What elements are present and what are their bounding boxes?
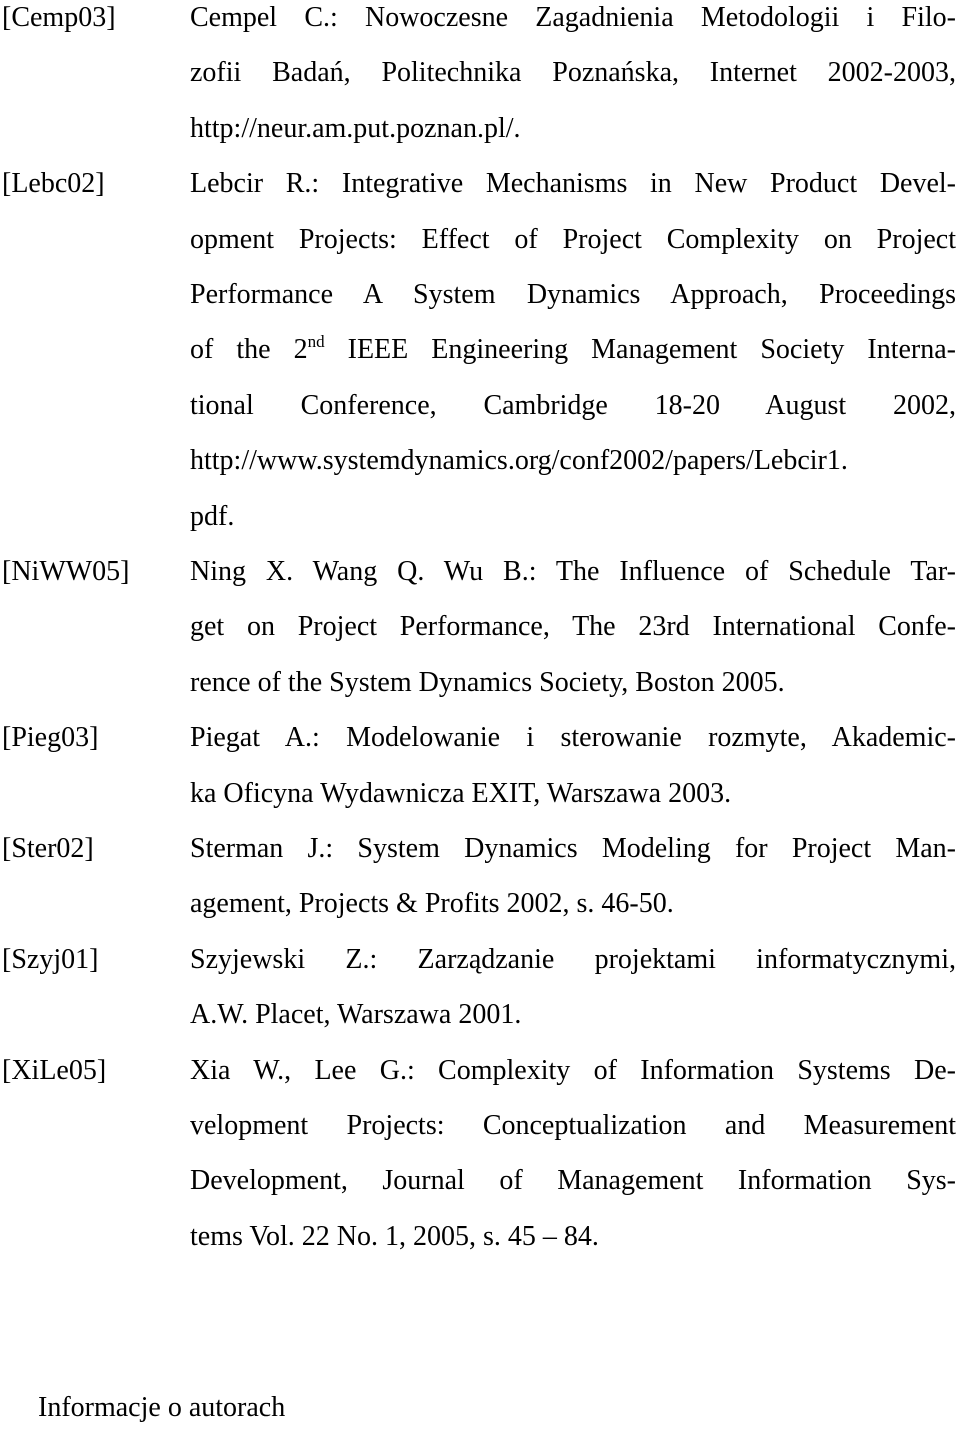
reference-key: [Cemp03]	[2, 2, 116, 33]
reference-line	[190, 322, 956, 377]
reference-text: IEEE Engineering Management Society Interna-	[324, 334, 956, 366]
reference-line: ka Oficyna Wydawnicza EXIT, Warszawa 2003.	[190, 777, 732, 809]
reference-line: get on Project Performance, The 23rd International Confe-	[190, 611, 956, 643]
reference-line: Xia W., Lee G.: Complexity of Information Systems De-	[190, 1054, 956, 1086]
reference-key: [NiWW05]	[2, 556, 130, 587]
reference-line: tional Conference, Cambridge 18-20 August 2002,	[190, 389, 956, 421]
reference-line: Sterman J.: System Dynamics Modeling for Project Man-	[190, 833, 956, 864]
reference-key: [Pieg03]	[2, 722, 99, 754]
reference-line: http://neur.am.put.poznan.pl/.	[190, 112, 521, 144]
reference-line: velopment Projects: Conceptualization and Measurement	[190, 1109, 956, 1141]
reference-line: rence of the System Dynamics Society, Boston 2005.	[190, 666, 785, 698]
reference-line: Piegat A.: Modelowanie i sterowanie rozmyte, Akademic-	[190, 722, 956, 754]
section-heading-authors: Informacje o autorach	[38, 1392, 286, 1423]
reference-key: [Ster02]	[2, 833, 94, 864]
reference-line: opment Projects: Effect of Project Complexity on Project	[190, 223, 956, 255]
reference-key: [XiLe05]	[2, 1054, 107, 1086]
reference-line: Development, Journal of Management Information Sys-	[190, 1165, 956, 1197]
reference-line: tems Vol. 22 No. 1, 2005, s. 45 – 84.	[190, 1220, 599, 1252]
reference-line: Cempel C.: Nowoczesne Zagadnienia Metodologii i Filo-	[190, 2, 956, 33]
reference-line: Szyjewski Z.: Zarządzanie projektami informatycznymi,	[190, 943, 956, 975]
reference-line: A.W. Placet, Warszawa 2001.	[190, 999, 522, 1031]
reference-key: [Szyj01]	[2, 943, 99, 975]
reference-key: [Lebc02]	[2, 168, 105, 200]
reference-line: Lebcir R.: Integrative Mechanisms in New Product Devel-	[190, 168, 956, 200]
reference-line: http://www.systemdynamics.org/conf2002/papers/Lebcir1.	[190, 445, 848, 477]
reference-line: Performance A System Dynamics Approach, Proceedings	[190, 278, 956, 310]
reference-line: pdf.	[190, 500, 235, 532]
reference-text: of the 2	[190, 334, 308, 366]
reference-line: zofii Badań, Politechnika Poznańska, Internet 2002-2003,	[190, 57, 956, 89]
reference-line: agement, Projects & Profits 2002, s. 46-50.	[190, 888, 674, 920]
superscript-ordinal: nd	[307, 332, 325, 352]
reference-line: Ning X. Wang Q. Wu B.: The Influence of Schedule Tar-	[190, 556, 956, 587]
